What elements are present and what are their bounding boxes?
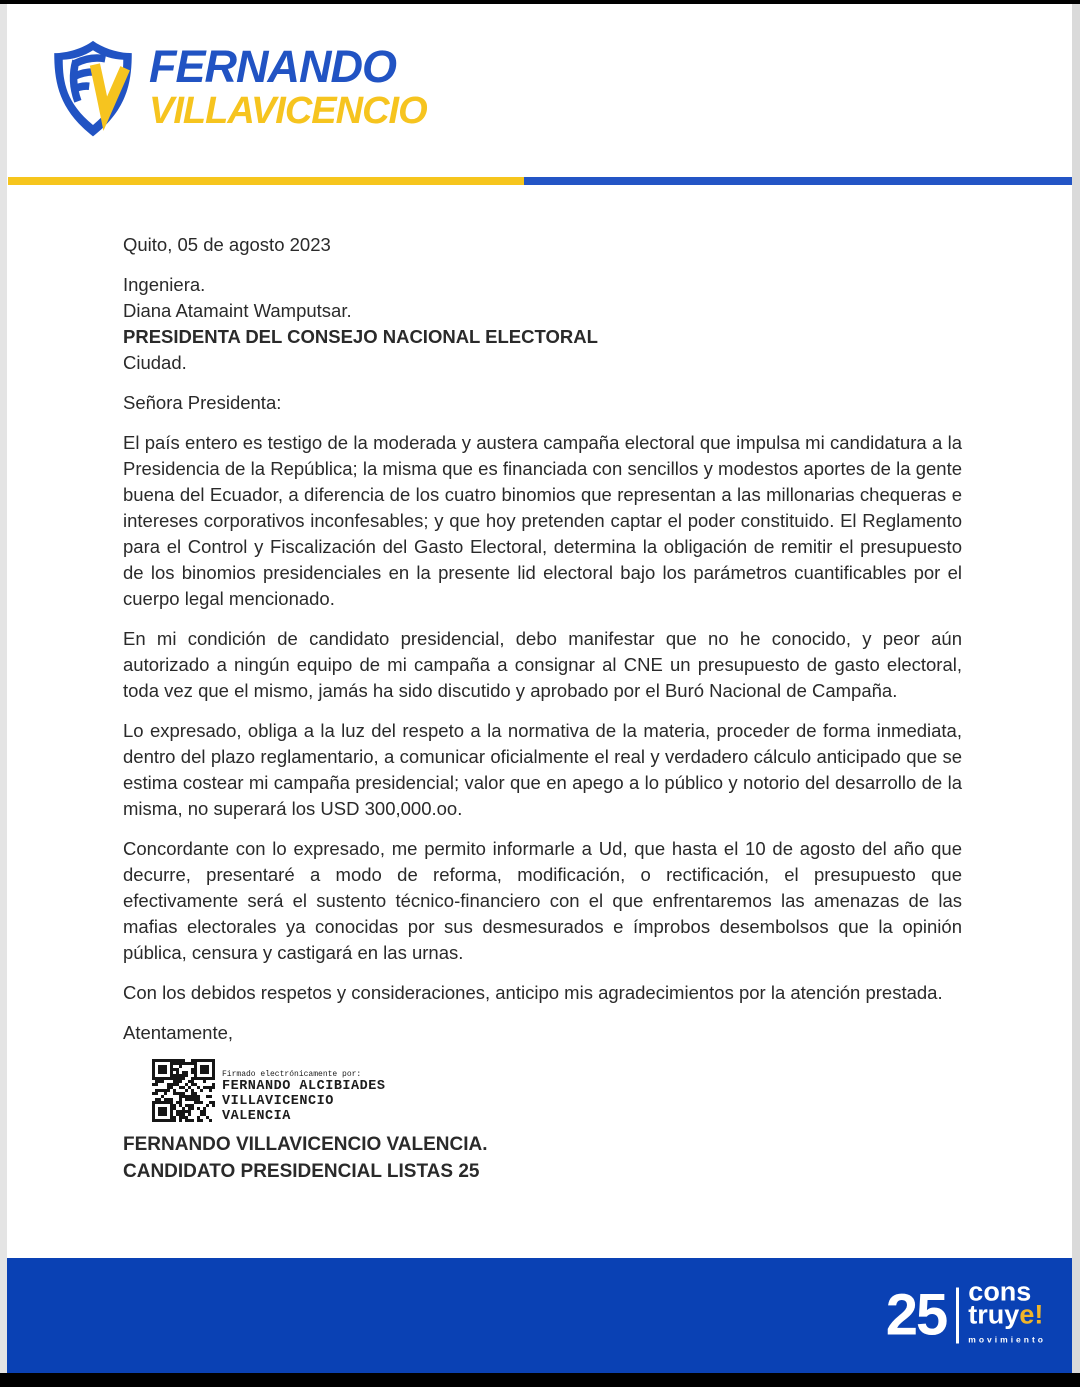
closing: Atentamente, — [123, 1022, 234, 1043]
campaign-wordmark — [149, 41, 427, 132]
brand-subtitle: movimiento — [968, 1334, 1046, 1344]
brand-line-1: cons — [968, 1276, 1032, 1306]
signature-note: Firmado electrónicamente por: — [222, 1070, 362, 1079]
recipient-name: Diana Atamaint Wamputsar. — [123, 300, 352, 321]
brand-suffix: e! — [1019, 1299, 1044, 1329]
campaign-header — [45, 38, 427, 142]
signed-name-line-3: VALENCIA — [222, 1109, 291, 1124]
document-page — [0, 4, 1080, 1373]
candidate-last-name: VILLAVICENCIO — [149, 90, 427, 132]
digital-signature-block — [149, 1056, 962, 1125]
list-number: 25 — [885, 1282, 947, 1348]
recipient-city: Ciudad. — [123, 352, 187, 373]
paragraph-5: Con los debidos respetos y consideraciones, anticipo mis agradecimientos por la atención prestada. — [123, 982, 943, 1003]
header-divider — [8, 177, 1072, 185]
signer-role: CANDIDATO PRESIDENCIAL LISTAS 25 — [123, 1161, 480, 1182]
movement-wordmark — [968, 1276, 1046, 1351]
paragraph-2: En mi condición de candidato presidencial, debo manifestar que no he conocido, y peor aún autorizado a ningún equipo de mi campaña a consignar al CNE un presupuesto de gasto electoral, toda vez que el mismo, jamás ha sido discutido y aprobado por el Buró Nacional de Campaña. — [123, 628, 962, 701]
footer-bar — [7, 1258, 1072, 1373]
candidate-first-name: FERNANDO — [149, 41, 396, 92]
letter-body — [123, 232, 962, 1185]
movement-logo — [885, 1276, 1046, 1351]
signature-text — [222, 1070, 385, 1124]
letter-date: Quito, 05 de agosto 2023 — [123, 234, 331, 255]
shield-logo-icon — [45, 38, 141, 142]
recipient-position: PRESIDENTA DEL CONSEJO NACIONAL ELECTORAL — [123, 326, 598, 347]
recipient-block — [123, 272, 962, 376]
salutation: Señora Presidenta: — [123, 392, 282, 413]
paragraph-3: Lo expresado, obliga a la luz del respeto a la normativa de la materia, proceder de forma inmediata, dentro del plazo reglamentario, a comunicar oficialmente el real y verdadero cálculo anticipado que se estima costear mi campaña presidencial; valor que en apego a lo público y notorio del desarrollo de la misma, no superará los USD 300,000.oo. — [123, 720, 962, 819]
brand-line-2: truye! — [968, 1299, 1044, 1329]
signed-name-line-2: VILLAVICENCIO — [222, 1094, 334, 1109]
signer-identity — [123, 1131, 962, 1185]
logo-separator — [956, 1288, 959, 1344]
paragraph-4: Concordante con lo expresado, me permito informarle a Ud, que hasta el 10 de agosto del año que decurre, presentaré a modo de reforma, modificación, o rectificación, el presupuesto que efectivamente será el sustento técnico-financiero con el que enfrentaremos las amenazas de las mafias electorales ya conocidas por sus desmesurados e ímprobos desembolsos que la opinión pública, censura y castigará en las urnas. — [123, 838, 962, 963]
signer-name: FERNANDO VILLAVICENCIO VALENCIA. — [123, 1134, 488, 1155]
recipient-title: Ingeniera. — [123, 274, 206, 295]
qr-code — [149, 1056, 218, 1125]
paragraph-1: El país entero es testigo de la moderada y austera campaña electoral que impulsa mi candidatura a la Presidencia de la República; la misma que es financiada con sencillos y modestos aportes de la gente buena del Ecuador, a diferencia de los cuatro binomios que representan a las millonarias chequeras e intereses corporativos inconfesables; y que hoy pretenden captar el poder constituido. El Reglamento para el Control y Fiscalización del Gasto Electoral, determina la obligación de remitir el presupuesto de los binomios presidenciales en la presente lid electoral bajo los parámetros cuantificables por el cuerpo legal mencionado. — [123, 432, 962, 609]
signed-name-line-1: FERNANDO ALCIBIADES — [222, 1079, 386, 1094]
